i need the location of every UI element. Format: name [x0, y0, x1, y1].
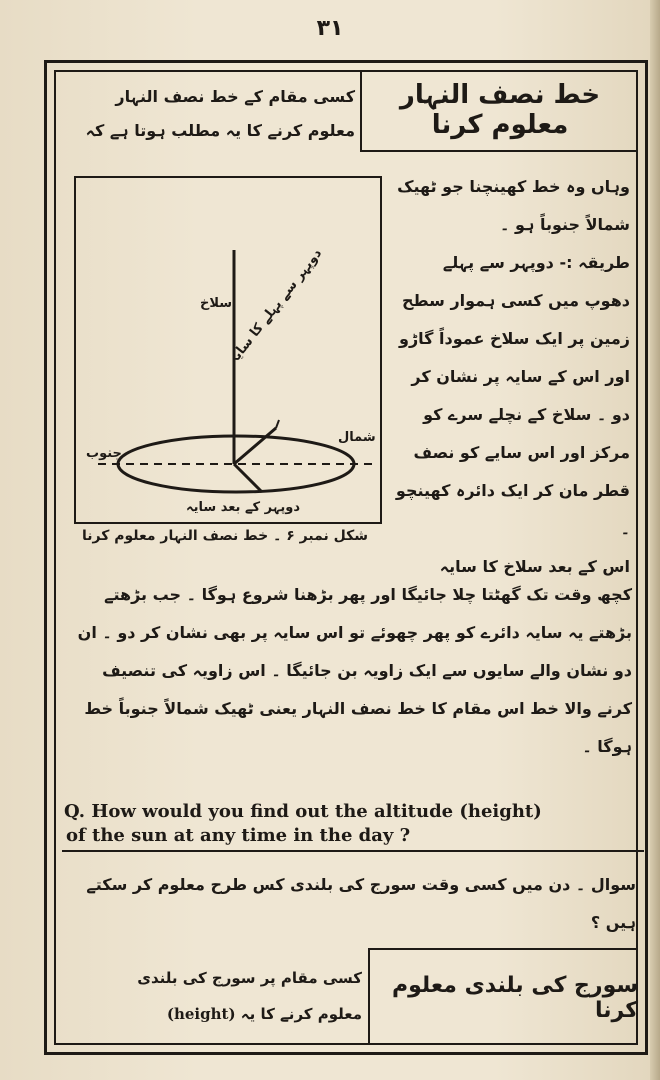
bottom-section-heading: سورج کی بلندی معلوم کرنا: [368, 948, 638, 1045]
label-after-midday: دوپہر کے بعد سایہ: [186, 500, 300, 515]
label-midday-shadow: دوپہر سے پہلے کا سایہ: [226, 246, 326, 368]
bottom-note-height: (height): [166, 1005, 236, 1023]
bottom-note-line-1: کسی مقام پر سورج کی بلندی: [137, 969, 362, 987]
question-divider: [62, 850, 644, 852]
urdu-question: سوال ۔ دن میں کسی وقت سورج کی بلندی کس طرح معلوم کر سکتے ہیں ؟: [86, 875, 636, 932]
section-heading: خط نصف النہار معلوم کرنا: [360, 70, 638, 152]
page-spine-shadow: [650, 0, 660, 1080]
bottom-note-urdu-2: معلوم کرنے کا یہ: [240, 1005, 362, 1023]
bottom-note-line-2: [72, 996, 362, 1032]
paragraph-definition: وہاں وہ خط کھینچنا جو ٹھیک شمالاً جنوباً ہو ۔: [397, 177, 630, 234]
label-south: جنوب: [86, 446, 122, 461]
page-number: ۳۱: [316, 16, 344, 41]
shadow-after-midday: [234, 464, 262, 492]
paragraph-continue: اس کے بعد سلاخ کا سایہ: [439, 557, 630, 576]
question-line-2: of the sun at any time in the day ?: [66, 825, 411, 846]
meridian-diagram: [74, 176, 382, 524]
label-rod: سلاخ: [200, 296, 233, 311]
full-width-paragraph: کچھ وقت تک گھٹتا چلا جائیگا اور پھر بڑھنا شروع ہوگا ۔ جب بڑھتے بڑھتے یہ سایہ دائرے کو پھر چھوئے تو اس سایہ پر بھی نشان کر دو ۔ ان دو نشان والے سایوں سے ایک زاویہ بن جائیگا ۔ اس زاویہ کی تنصیف کرنے والا خط اس مقام کا خط نصف النہار یعنی ٹھیک شمالاً جنوباً خط ہوگا ۔: [77, 585, 632, 756]
label-north: شمال: [338, 430, 376, 445]
question-line-1: Q. How would you find out the altitude (height): [64, 801, 542, 822]
mark-tick: [276, 420, 279, 428]
heading-note: کسی مقام کے خط نصف النہار معلوم کرنے کا یہ مطلب ہوتا ہے کہ: [85, 87, 355, 140]
shadow-before-midday: [234, 428, 276, 464]
figure-caption: شکل نمبر ۶ ۔ خط نصف النہار معلوم کرنا: [81, 528, 368, 544]
right-column-text: [392, 168, 630, 586]
english-question: [64, 800, 644, 848]
diagram-drawing: [76, 178, 380, 522]
paragraph-method: طریقہ :- دوپہر سے پہلے دھوپ میں کسی ہموار سطح زمین پر ایک سلاخ عموداً گاڑو اور اس کے سایہ پر نشان کر دو ۔ سلاخ کے نچلے سرے کو مرکز اور اس سایے کو نصف قطر مان کر ایک دائرہ کھینچو ۔: [395, 253, 630, 538]
bottom-heading-note: [72, 960, 362, 1032]
